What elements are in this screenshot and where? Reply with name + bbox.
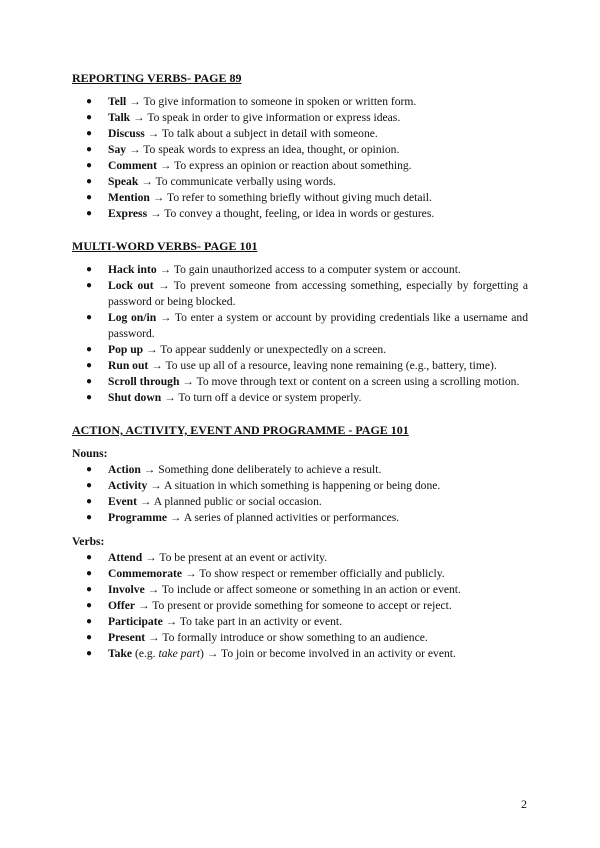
- definition: → To convey a thought, feeling, or idea in words or gestures.: [147, 207, 435, 220]
- definition: → Something done deliberately to achieve a result.: [140, 463, 382, 476]
- term: Hack into: [108, 263, 157, 276]
- definition: → To enter a system or account by providing credentials like a username and password.: [108, 311, 528, 340]
- section-heading-reporting-verbs: REPORTING VERBS- PAGE 89: [72, 71, 242, 85]
- bullet-icon: ●: [86, 568, 93, 579]
- bullet-icon: ●: [86, 176, 93, 187]
- definition: → To refer to something briefly without giving much detail.: [149, 191, 432, 204]
- term: Log on/in: [108, 311, 157, 324]
- bullet-icon: ●: [86, 192, 93, 203]
- reporting-verbs-list: [72, 94, 528, 222]
- definition: → To present or provide something for someone to accept or reject.: [135, 599, 452, 612]
- bullet-icon: ●: [86, 464, 93, 475]
- bullet-icon: ●: [86, 312, 93, 323]
- bullet-icon: ●: [86, 264, 93, 275]
- definition: → To gain unauthorized access to a computer system or account.: [156, 263, 461, 276]
- definition: → To speak words to express an idea, thought, or opinion.: [126, 143, 400, 156]
- term: Run out: [108, 359, 149, 372]
- example-text: take part: [158, 647, 201, 660]
- bullet-icon: ●: [86, 648, 93, 659]
- term: Activity: [108, 479, 148, 492]
- section-spacer: [72, 406, 528, 422]
- list-item: [72, 310, 528, 342]
- definition: ) → To join or become involved in an activity or event.: [200, 647, 456, 660]
- term: Lock out: [108, 279, 154, 292]
- list-item: [72, 142, 528, 158]
- bullet-icon: ●: [86, 552, 93, 563]
- list-item: [72, 598, 528, 614]
- list-item: [72, 646, 528, 662]
- definition: → To talk about a subject in detail with someone.: [144, 127, 378, 140]
- term: Attend: [108, 551, 143, 564]
- term: Involve: [108, 583, 145, 596]
- term: Offer: [108, 599, 136, 612]
- list-item: [72, 374, 528, 390]
- example-prefix: (e.g.: [132, 647, 159, 660]
- section-spacer: [72, 222, 528, 238]
- list-item: [72, 126, 528, 142]
- bullet-icon: ●: [86, 584, 93, 595]
- list-item: [72, 630, 528, 646]
- bullet-icon: ●: [86, 376, 93, 387]
- verbs-subheading: Verbs:: [72, 535, 105, 548]
- definition: → A planned public or social occasion.: [136, 495, 322, 508]
- bullet-icon: ●: [86, 160, 93, 171]
- definition: → To take part in an activity or event.: [162, 615, 343, 628]
- term: Mention: [108, 191, 150, 204]
- term: Take: [108, 647, 133, 660]
- section-heading-action-activity: ACTION, ACTIVITY, EVENT AND PROGRAMME - PAGE 101: [72, 423, 409, 437]
- definition: → To be present at an event or activity.: [142, 551, 328, 564]
- page-number: 2: [521, 797, 527, 811]
- verbs-list: [72, 550, 528, 662]
- bullet-icon: ●: [86, 360, 93, 371]
- list-item: [72, 358, 528, 374]
- list-item: [72, 390, 528, 406]
- list-item: [72, 478, 528, 494]
- definition: → To show respect or remember officially and publicly.: [182, 567, 445, 580]
- nouns-subheading: Nouns:: [72, 447, 108, 460]
- list-item: [72, 614, 528, 630]
- list-item: [72, 206, 528, 222]
- bullet-icon: ●: [86, 96, 93, 107]
- bullet-icon: ●: [86, 392, 93, 403]
- definition: → To use up all of a resource, leaving none remaining (e.g., battery, time).: [148, 359, 497, 372]
- definition: → To speak in order to give information or express ideas.: [130, 111, 401, 124]
- bullet-icon: ●: [86, 280, 93, 291]
- term: Pop up: [108, 343, 144, 356]
- list-item: [72, 582, 528, 598]
- nouns-list: [72, 462, 528, 526]
- bullet-icon: ●: [86, 112, 93, 123]
- list-item: [72, 550, 528, 566]
- list-item: [72, 278, 528, 310]
- list-item: [72, 510, 528, 526]
- term: Participate: [108, 615, 163, 628]
- list-item: [72, 94, 528, 110]
- bullet-icon: ●: [86, 144, 93, 155]
- list-item: [72, 190, 528, 206]
- section-heading-multi-word-verbs: MULTI-WORD VERBS- PAGE 101: [72, 239, 258, 253]
- subsection-spacer: [72, 526, 528, 534]
- definition: → To express an opinion or reaction about something.: [156, 159, 412, 172]
- term: Event: [108, 495, 137, 508]
- definition: → To include or affect someone or something in an action or event.: [144, 583, 461, 596]
- term: Present: [108, 631, 146, 644]
- list-item: [72, 158, 528, 174]
- term: Discuss: [108, 127, 145, 140]
- bullet-icon: ●: [86, 600, 93, 611]
- document-page: [72, 70, 528, 662]
- term: Talk: [108, 111, 131, 124]
- list-item: [72, 110, 528, 126]
- list-item: [72, 262, 528, 278]
- definition: → A series of planned activities or performances.: [167, 511, 400, 524]
- term: Shut down: [108, 391, 162, 404]
- bullet-icon: ●: [86, 616, 93, 627]
- bullet-icon: ●: [86, 632, 93, 643]
- definition: → To turn off a device or system properly.: [161, 391, 362, 404]
- term: Say: [108, 143, 127, 156]
- bullet-icon: ●: [86, 480, 93, 491]
- definition: → A situation in which something is happening or being done.: [147, 479, 441, 492]
- definition: → To appear suddenly or unexpectedly on a screen.: [143, 343, 387, 356]
- term: Action: [108, 463, 141, 476]
- list-item: [72, 462, 528, 478]
- definition: → To formally introduce or show something to an audience.: [145, 631, 428, 644]
- term: Commemorate: [108, 567, 183, 580]
- bullet-icon: ●: [86, 344, 93, 355]
- term: Scroll through: [108, 375, 180, 388]
- definition: → To give information to someone in spoken or written form.: [126, 95, 417, 108]
- bullet-icon: ●: [86, 496, 93, 507]
- bullet-icon: ●: [86, 512, 93, 523]
- definition: → To prevent someone from accessing something, especially by forgetting a password or being blocked.: [108, 279, 528, 308]
- bullet-icon: ●: [86, 128, 93, 139]
- definition: → To move through text or content on a screen using a scrolling motion.: [179, 375, 520, 388]
- list-item: [72, 342, 528, 358]
- list-item: [72, 566, 528, 582]
- multi-word-verbs-list: [72, 262, 528, 406]
- term: Tell: [108, 95, 127, 108]
- term: Speak: [108, 175, 139, 188]
- term: Programme: [108, 511, 168, 524]
- term: Express: [108, 207, 148, 220]
- list-item: [72, 174, 528, 190]
- bullet-icon: ●: [86, 208, 93, 219]
- term: Comment: [108, 159, 157, 172]
- list-item: [72, 494, 528, 510]
- definition: → To communicate verbally using words.: [138, 175, 336, 188]
